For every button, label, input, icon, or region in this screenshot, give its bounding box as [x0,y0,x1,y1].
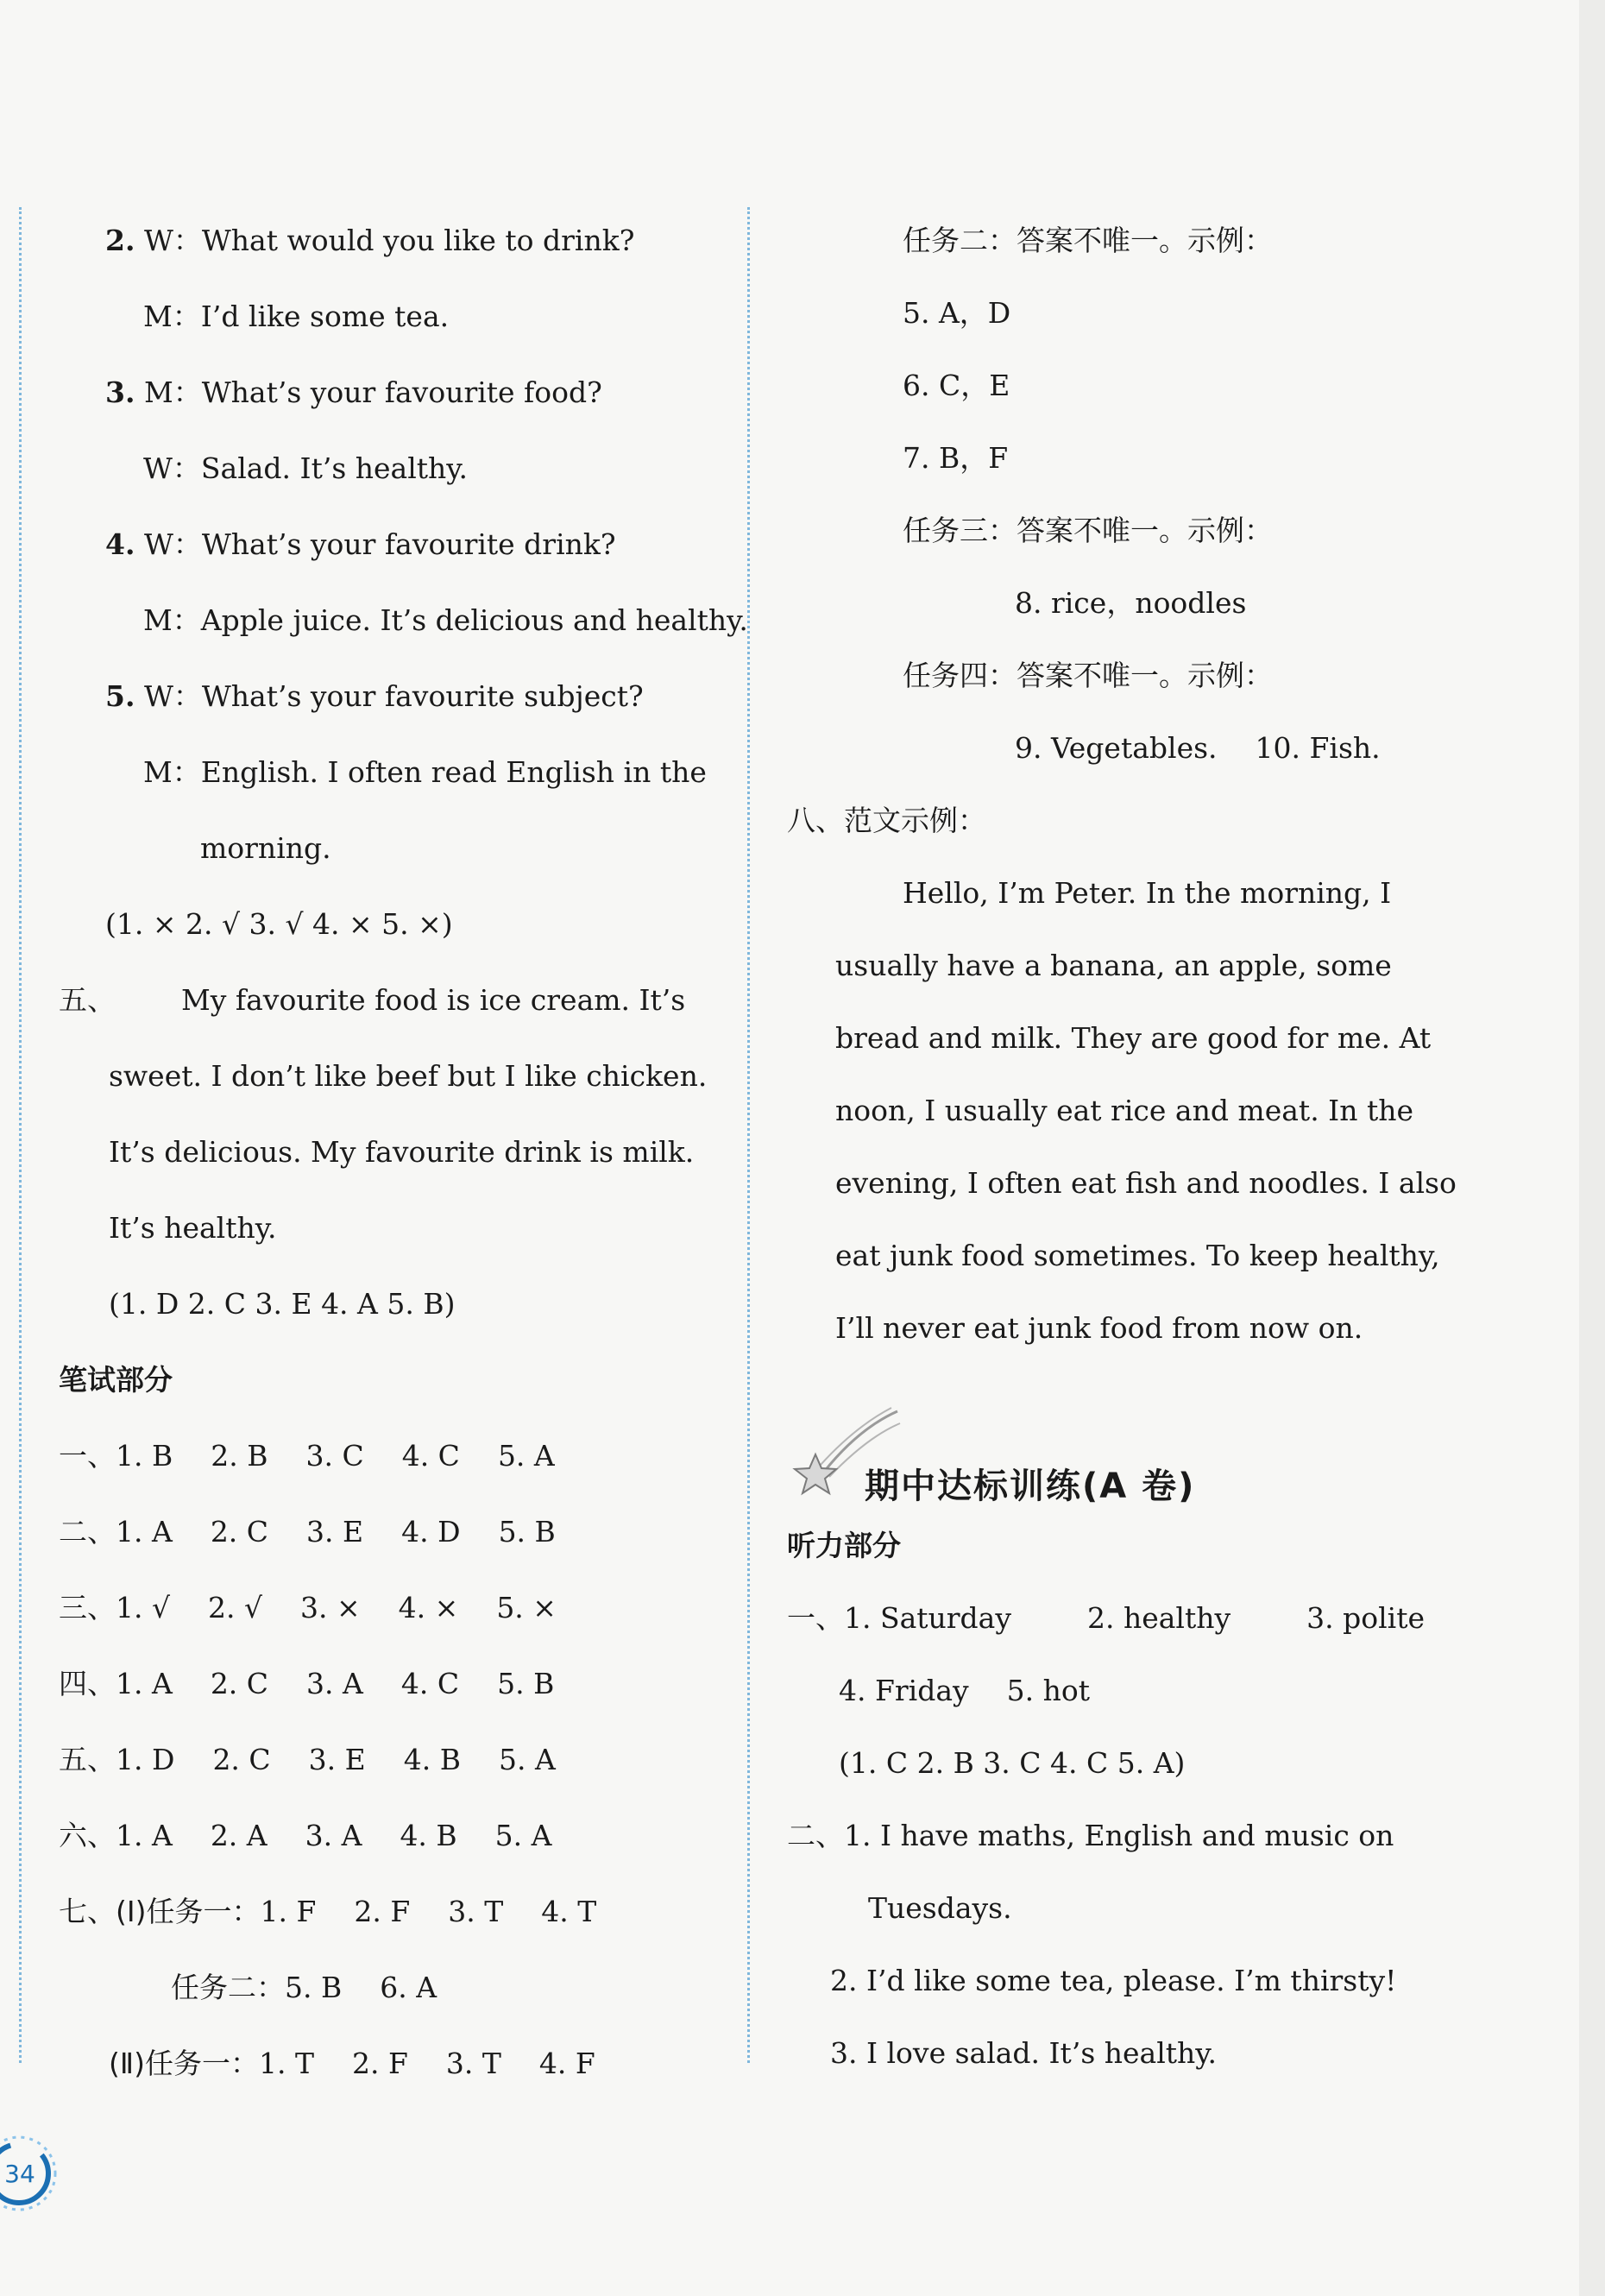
listening-2-line-3: 2. I’d like some tea, please. I’m thirsty! [830,1964,1397,1997]
answer-row-1: 一、1. B 2. B 3. C 4. C 5. A [59,1439,555,1473]
sec7-2-task1: (Ⅱ)任务一：1. T 2. F 3. T 4. F [109,2047,595,2080]
listening-2-line-4: 3. I love salad. It’s healthy. [830,2036,1218,2070]
essay-line-4: noon, I usually eat rice and meat. In the [835,1094,1413,1127]
task3-label: 任务三：答案不唯一。示例： [903,514,1273,547]
sec5-label: 五、 [59,983,116,1017]
sec5-text-4: It’s healthy. [109,1211,277,1245]
dialog-3-line-1: 3. M：What’s your favourite food? [105,375,602,409]
answer-row-6: 六、1. A 2. A 3. A 4. B 5. A [59,1819,552,1852]
essay-line-7: I’ll never eat junk food from now on. [835,1311,1363,1345]
answers-four: (1. × 2. √ 3. √ 4. × 5. ×) [105,907,453,941]
listening-title: 听力部分 [787,1529,901,1562]
listening-1-line-2: 4. Friday 5. hot [839,1674,1091,1707]
sec5-text-2: sweet. I don’t like beef but I like chicken. [109,1059,708,1093]
listening-2-line-1: 二、1. I have maths, English and music on [787,1819,1394,1852]
column-divider [747,207,750,2063]
answer-row-2: 二、1. A 2. C 3. E 4. D 5. B [59,1515,556,1549]
listening-2-line-2: Tuesdays. [868,1891,1012,1925]
sec5-text-3: It’s delicious. My favourite drink is milk. [109,1135,695,1169]
sec7-task2: 任务二：5. B 6. A [171,1971,437,2004]
task2-item-5: 5. A，D [903,296,1011,330]
page-edge-shadow [1579,0,1605,2296]
essay-line-5: evening, I often eat fish and noodles. I also [835,1166,1457,1200]
dialog-2-line-2: M：I’d like some tea. [143,300,450,333]
sec7-task1: 七、(Ⅰ)任务一：1. F 2. F 3. T 4. T [59,1895,597,1928]
dialog-4-line-1: 4. W：What’s your favourite drink? [105,527,616,561]
task2-label: 任务二：答案不唯一。示例： [903,224,1273,257]
unit-title: 期中达标训练(A 卷) [865,1467,1196,1506]
dialog-4-line-2: M：Apple juice. It’s delicious and healthy. [143,603,748,637]
sec5-text-1: My favourite food is ice cream. It’s [181,983,686,1017]
answer-row-5: 五、1. D 2. C 3. E 4. B 5. A [59,1743,556,1776]
essay-line-3: bread and milk. They are good for me. At [835,1021,1432,1055]
task4-items: 9. Vegetables. 10. Fish. [1015,731,1381,765]
written-section-title: 笔试部分 [59,1363,173,1397]
dialog-2-line-1: 2. W：What would you like to drink? [105,224,635,257]
page-number: 34 [4,2160,35,2188]
answer-row-4: 四、1. A 2. C 3. A 4. C 5. B [59,1667,555,1700]
essay-line-6: eat junk food sometimes. To keep healthy, [835,1239,1440,1272]
task2-item-6: 6. C，E [903,369,1010,402]
essay-line-2: usually have a banana, an apple, some [835,949,1392,982]
sec5-answers: (1. D 2. C 3. E 4. A 5. B) [109,1287,456,1321]
essay-line-1: Hello, I’m Peter. In the morning, I [903,876,1392,910]
dialog-5-line-1: 5. W：What’s your favourite subject? [105,679,644,713]
listening-1-line-1: 一、1. Saturday 2. healthy 3. polite [787,1601,1426,1635]
dialog-5-line-3: morning. [200,831,331,865]
listening-1-answers: (1. C 2. B 3. C 4. C 5. A) [839,1746,1186,1780]
task2-item-7: 7. B，F [903,441,1009,475]
task4-label: 任务四：答案不唯一。示例： [903,659,1273,692]
sec8-label: 八、范文示例： [787,804,986,837]
dialog-5-line-2: M：English. I often read English in the [143,755,707,789]
dialog-3-line-2: W：Salad. It’s healthy. [143,451,469,485]
left-margin-divider [19,207,22,2063]
answer-row-3: 三、1. √ 2. √ 3. × 4. × 5. × [59,1591,557,1624]
task3-item: 8. rice，noodles [1015,586,1247,620]
